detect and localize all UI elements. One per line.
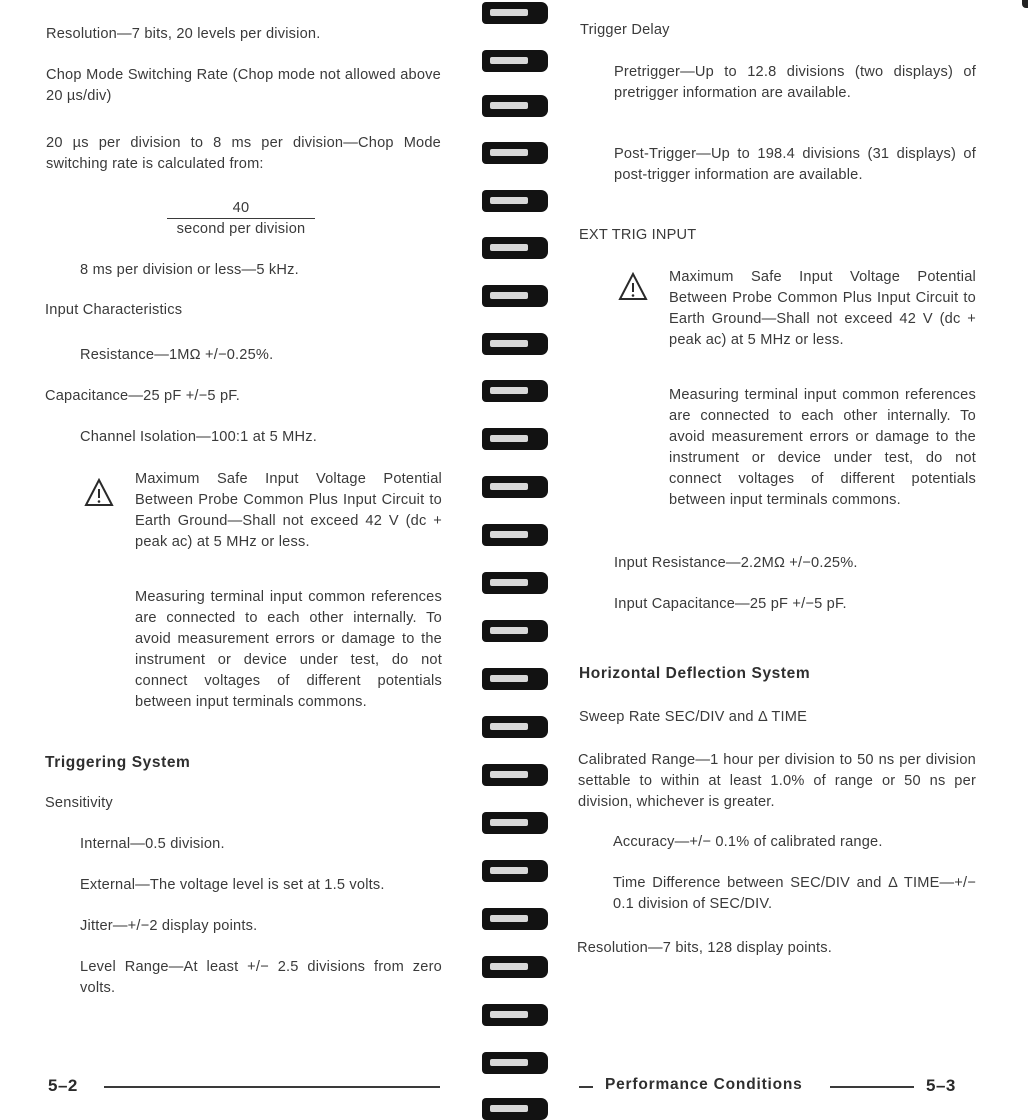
page-number-right: 5–3 bbox=[926, 1076, 956, 1095]
capacitance-text: Capacitance—25 pF +/−5 pF. bbox=[45, 388, 241, 404]
spiral-binding bbox=[476, 0, 556, 1120]
binding-ring bbox=[482, 956, 548, 978]
warning-triangle-icon bbox=[84, 478, 114, 508]
sweep-rate-label: Sweep Rate SEC/DIV and Δ TIME bbox=[579, 709, 808, 725]
calibrated-range-text: Calibrated Range—1 hour per division to 50 ns per division settable to within at least 1.0% of range or 50 ns per division, whichever is greater. bbox=[578, 752, 976, 810]
binding-ring bbox=[482, 50, 548, 72]
warning-voltage-text: Maximum Safe Input Voltage Potential Between Probe Common Plus Input Circuit to Earth Ground—Shall not exceed 42 V (dc + peak ac) at 5 MHz or less. bbox=[135, 471, 442, 550]
posttrigger-text: Post-Trigger—Up to 198.4 divisions (31 displays) of post-trigger information are available. bbox=[614, 146, 976, 183]
fraction-numerator: 40 bbox=[232, 200, 250, 216]
binding-ring bbox=[482, 285, 548, 307]
sensitivity-label: Sensitivity bbox=[45, 795, 113, 811]
external-text: External—The voltage level is set at 1.5 volts. bbox=[80, 877, 385, 893]
jitter-text: Jitter—+/−2 display points. bbox=[80, 918, 258, 934]
ext-warning-commons-text: Measuring terminal input common references are connected to each other internally. To avoid measurement errors or damage to the instrument or device under test, do not connect voltages of different potentials between input terminals commons. bbox=[669, 387, 976, 508]
ext-trig-input-label: EXT TRIG INPUT bbox=[579, 227, 697, 243]
trigger-delay-label: Trigger Delay bbox=[580, 22, 670, 38]
binding-ring bbox=[482, 716, 548, 738]
resolution-text: Resolution—7 bits, 20 levels per division. bbox=[46, 26, 321, 42]
level-range-text: Level Range—At least +/− 2.5 divisions from zero volts. bbox=[80, 959, 442, 996]
input-capacitance-text: Input Capacitance—25 pF +/−5 pF. bbox=[614, 596, 847, 612]
ext-warning-voltage-text: Maximum Safe Input Voltage Potential Between Probe Common Plus Input Circuit to Earth Ground—Shall not exceed 42 V (dc + peak ac) at 5 MHz or less. bbox=[669, 269, 976, 348]
footer-title: Performance Conditions bbox=[605, 1076, 803, 1093]
input-resistance-text: Input Resistance—2.2MΩ +/−0.25%. bbox=[614, 555, 858, 571]
resistance-text: Resistance—1MΩ +/−0.25%. bbox=[80, 347, 274, 363]
chop-calc-text: 20 µs per division to 8 ms per division—Chop Mode switching rate is calculated from: bbox=[46, 135, 441, 172]
chop-rate-fraction bbox=[160, 199, 322, 239]
left-page bbox=[0, 0, 470, 1120]
warning-commons-text: Measuring terminal input common references are connected to each other internally. To avoid measurement errors or damage to the instrument or device under test, do not connect voltages of different potentials between input terminals commons. bbox=[135, 589, 442, 710]
binding-ring bbox=[482, 142, 548, 164]
triggering-system-heading: Triggering System bbox=[45, 754, 191, 771]
binding-ring bbox=[482, 190, 548, 212]
binding-ring bbox=[482, 620, 548, 642]
footer-rule-right bbox=[830, 1086, 914, 1088]
accuracy-text: Accuracy—+/− 0.1% of calibrated range. bbox=[613, 834, 883, 850]
page-number-left: 5–2 bbox=[48, 1076, 78, 1095]
fraction-denominator: second per division bbox=[176, 221, 306, 237]
internal-text: Internal—0.5 division. bbox=[80, 836, 225, 852]
binding-ring bbox=[482, 860, 548, 882]
footer-dash-left bbox=[579, 1086, 593, 1088]
right-page bbox=[558, 0, 1028, 1120]
binding-ring bbox=[482, 95, 548, 117]
pretrigger-text: Pretrigger—Up to 12.8 divisions (two displays) of pretrigger information are available. bbox=[614, 64, 976, 101]
binding-ring bbox=[482, 2, 548, 24]
binding-ring bbox=[482, 1098, 548, 1120]
binding-ring bbox=[482, 380, 548, 402]
chop-mode-rate-text: Chop Mode Switching Rate (Chop mode not allowed above 20 µs/div) bbox=[46, 67, 441, 104]
binding-ring bbox=[482, 333, 548, 355]
binding-ring bbox=[482, 572, 548, 594]
binding-ring bbox=[482, 812, 548, 834]
corner-mark bbox=[1022, 0, 1028, 8]
binding-ring bbox=[482, 668, 548, 690]
time-difference-text: Time Difference between SEC/DIV and Δ TIME—+/− 0.1 division of SEC/DIV. bbox=[613, 875, 976, 912]
ms8-text: 8 ms per division or less—5 kHz. bbox=[80, 262, 299, 278]
binding-ring bbox=[482, 476, 548, 498]
channel-isolation-text: Channel Isolation—100:1 at 5 MHz. bbox=[80, 429, 317, 445]
input-characteristics-label: Input Characteristics bbox=[45, 302, 183, 318]
warning-triangle-icon bbox=[618, 272, 648, 302]
footer-rule-left bbox=[104, 1086, 440, 1088]
binding-ring bbox=[482, 237, 548, 259]
binding-ring bbox=[482, 524, 548, 546]
horizontal-deflection-heading: Horizontal Deflection System bbox=[579, 665, 811, 682]
binding-ring bbox=[482, 764, 548, 786]
binding-ring bbox=[482, 908, 548, 930]
binding-ring bbox=[482, 428, 548, 450]
binding-ring bbox=[482, 1052, 548, 1074]
binding-ring bbox=[482, 1004, 548, 1026]
right-resolution-text: Resolution—7 bits, 128 display points. bbox=[577, 940, 833, 956]
